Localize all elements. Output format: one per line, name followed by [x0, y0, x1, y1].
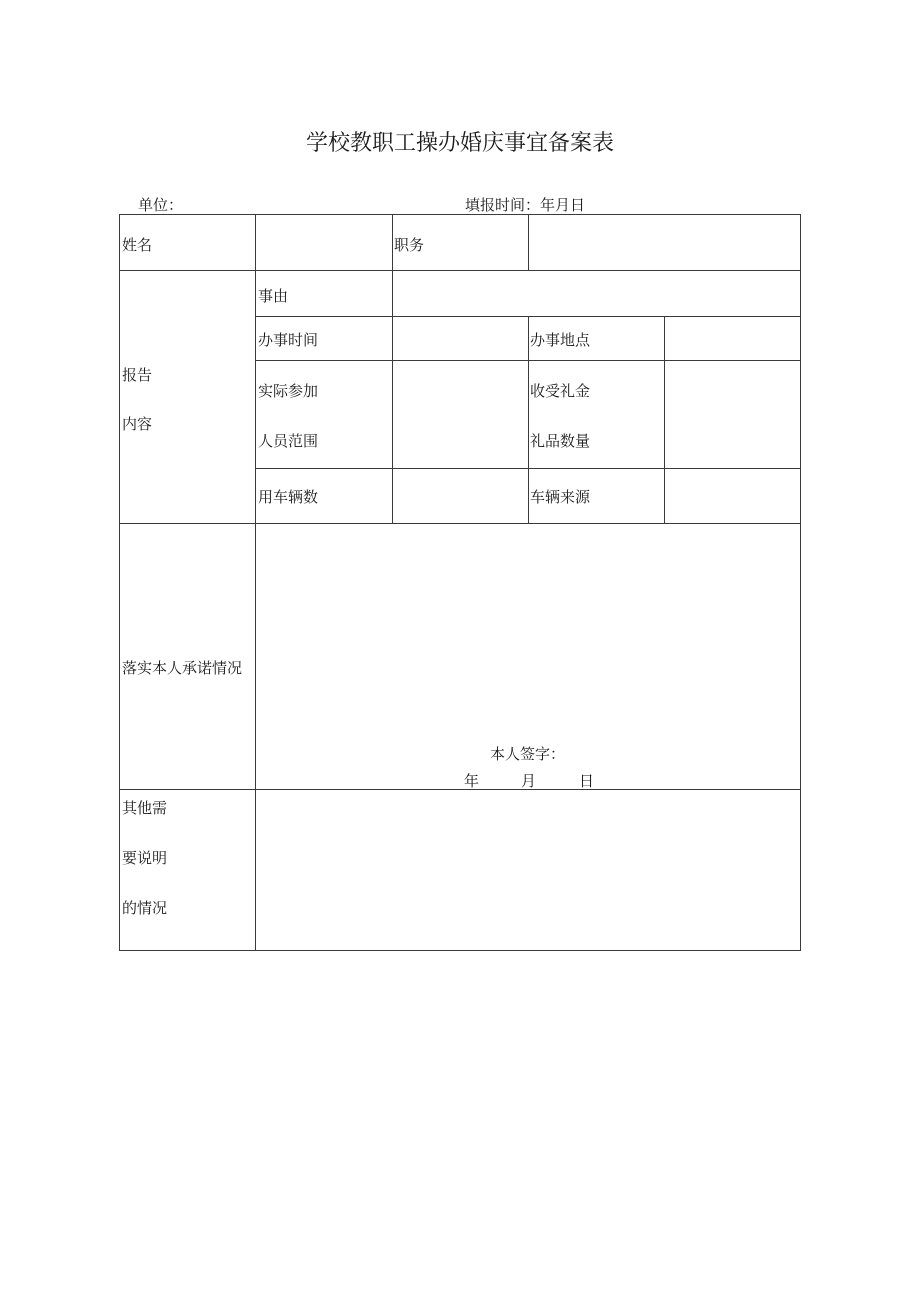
- name-label: 姓名: [122, 236, 153, 254]
- attendees-label-line2: 人员范围: [258, 432, 319, 450]
- sign-year: 年: [464, 772, 480, 790]
- signature-label: 本人签字：: [490, 745, 566, 763]
- table-border-right: [800, 214, 801, 951]
- gifts-label-line2: 礼品数量: [530, 432, 591, 450]
- position-label: 职务: [394, 236, 425, 254]
- form-title: 学校教职工操办婚庆事宜备案表: [305, 131, 614, 156]
- reason-field[interactable]: [394, 272, 799, 315]
- event-time-label: 办事时间: [258, 331, 319, 349]
- column-divider: [255, 214, 256, 951]
- table-border-top: [119, 214, 801, 215]
- other-field[interactable]: [257, 791, 799, 949]
- table-border-bottom: [119, 950, 801, 951]
- vehicles-source-field[interactable]: [666, 470, 799, 522]
- row-divider: [119, 270, 801, 271]
- commitment-label: 落实本人承诺情况: [122, 659, 243, 677]
- vehicles-source-label: 车辆来源: [530, 488, 591, 506]
- event-time-field[interactable]: [394, 318, 527, 359]
- fill-date-label: 填报时间：年月日: [465, 196, 586, 214]
- unit-label: 单位：: [138, 196, 184, 214]
- row-divider: [119, 789, 801, 790]
- gifts-label-line1: 收受礼金: [530, 382, 591, 400]
- other-label-line2: 要说明: [122, 849, 168, 867]
- column-divider: [392, 270, 393, 524]
- vehicles-count-field[interactable]: [394, 470, 527, 522]
- row-divider: [119, 523, 801, 524]
- column-divider: [664, 316, 665, 524]
- other-label-line3: 的情况: [122, 899, 168, 917]
- attendees-field[interactable]: [394, 362, 527, 467]
- vehicles-count-label: 用车辆数: [258, 488, 319, 506]
- other-label-line1: 其他需: [122, 799, 168, 817]
- table-border-left: [119, 214, 120, 951]
- attendees-label-line1: 实际参加: [258, 382, 319, 400]
- name-field[interactable]: [257, 216, 391, 270]
- column-divider: [528, 316, 529, 524]
- report-label-line2: 内容: [122, 415, 153, 433]
- sign-month: 月: [521, 772, 537, 790]
- report-label-line1: 报告: [122, 366, 153, 384]
- event-place-field[interactable]: [666, 318, 799, 359]
- column-divider: [528, 214, 529, 271]
- gifts-field[interactable]: [666, 362, 799, 467]
- column-divider: [392, 214, 393, 271]
- reason-label: 事由: [258, 287, 289, 305]
- event-place-label: 办事地点: [530, 331, 591, 349]
- sign-day: 日: [579, 772, 595, 790]
- position-field[interactable]: [530, 216, 799, 270]
- commitment-field[interactable]: [257, 525, 799, 735]
